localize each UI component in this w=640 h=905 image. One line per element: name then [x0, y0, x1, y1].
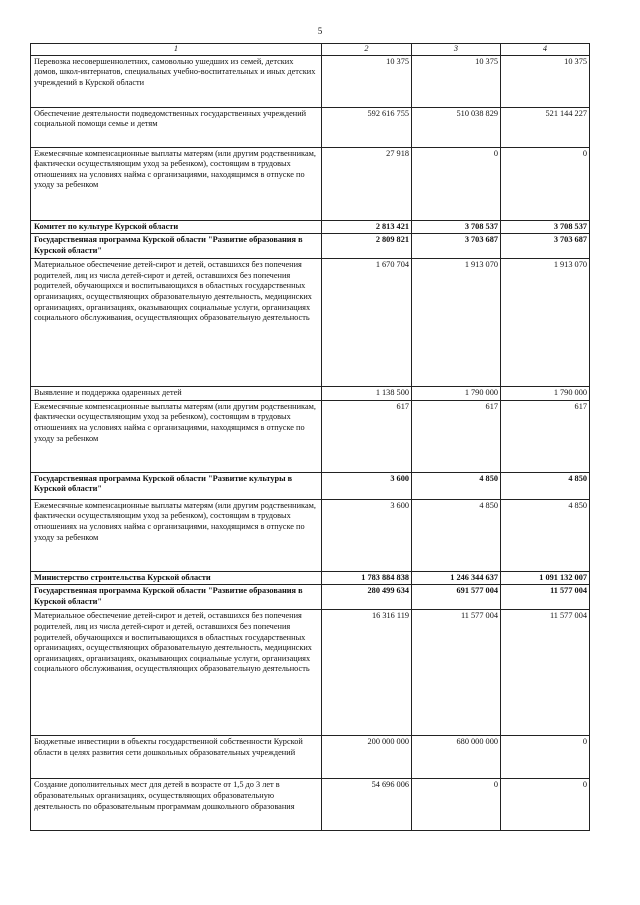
row-name: Государственная программа Курской области "Развитие культуры в Курской области": [31, 472, 322, 499]
value-col-4: 521 144 227: [501, 107, 590, 147]
value-col-4: 4 850: [501, 499, 590, 571]
table-row: [31, 736, 590, 779]
table-row: [31, 147, 590, 220]
value-col-3: 4 850: [412, 499, 501, 571]
value-col-2: 617: [322, 400, 412, 472]
table-row: [31, 585, 590, 610]
value-col-2: 200 000 000: [322, 736, 412, 779]
table-row: [31, 499, 590, 571]
row-name: Перевозка несовершеннолетних, самовольно ушедших из семей, детских домов, школ-интернатов, специальных учебно-воспитательных и иных детских учреждений в Курской области: [31, 55, 322, 107]
row-name: Ежемесячные компенсационные выплаты матерям (или другим родственникам, фактически осуществляющим уход за ребенком), состоящим в трудовых отношениях на условиях найма с организациями, находящимся в отпуске по уходу за ребенком: [31, 400, 322, 472]
table-row: [31, 472, 590, 499]
table-row: [31, 107, 590, 147]
value-col-4: 11 577 004: [501, 585, 590, 610]
value-col-2: 54 696 006: [322, 779, 412, 831]
value-col-4: 617: [501, 400, 590, 472]
table-row: [31, 259, 590, 387]
table-row: [31, 610, 590, 736]
budget-table: [30, 43, 590, 831]
value-col-3: 510 038 829: [412, 107, 501, 147]
row-name: Государственная программа Курской области "Развитие образования в Курской области": [31, 585, 322, 610]
table-row: [31, 779, 590, 831]
column-number: 2: [322, 44, 412, 56]
column-number-row: [31, 44, 590, 56]
value-col-4: 10 375: [501, 55, 590, 107]
value-col-3: 0: [412, 147, 501, 220]
column-number: 4: [501, 44, 590, 56]
value-col-3: 1 913 070: [412, 259, 501, 387]
value-col-2: 2 813 421: [322, 220, 412, 234]
value-col-2: 1 138 500: [322, 387, 412, 401]
value-col-4: 1 913 070: [501, 259, 590, 387]
row-name: Выявление и поддержка одаренных детей: [31, 387, 322, 401]
value-col-4: 3 708 537: [501, 220, 590, 234]
value-col-3: 691 577 004: [412, 585, 501, 610]
value-col-3: 11 577 004: [412, 610, 501, 736]
row-name: Создание дополнительных мест для детей в возрасте от 1,5 до 3 лет в образовательных организациях, осуществляющих образовательную деятельность по образовательным программам дошкольного образования: [31, 779, 322, 831]
value-col-3: 0: [412, 779, 501, 831]
value-col-4: 0: [501, 736, 590, 779]
row-name: Материальное обеспечение детей-сирот и детей, оставшихся без попечения родителей, лиц из числа детей-сирот и детей, оставшихся без попечения родителей, обучающихся и воспитывающихся в областных государственных организациях, осуществляющих образовательную деятельность, медицинских организациях, организациях, оказывающих социальные услуги, организациях социального обслуживания, осуществляющих образовательную деятельность: [31, 259, 322, 387]
value-col-2: 10 375: [322, 55, 412, 107]
row-name: Материальное обеспечение детей-сирот и детей, оставшихся без попечения родителей, лиц из числа детей-сирот и детей, оставшихся без попечения родителей, обучающихся и воспитывающихся в областных государственных организациях, осуществляющих образовательную деятельность, медицинских организациях, организациях, оказывающих социальные услуги, организациях социального обслуживания, осуществляющих образовательную деятельность: [31, 610, 322, 736]
value-col-3: 4 850: [412, 472, 501, 499]
row-name: Бюджетные инвестиции в объекты государственной собственности Курской области в целях развития сети дошкольных образовательных учреждений: [31, 736, 322, 779]
row-name: Комитет по культуре Курской области: [31, 220, 322, 234]
row-name: Государственная программа Курской области "Развитие образования в Курской области": [31, 234, 322, 259]
value-col-3: 3 708 537: [412, 220, 501, 234]
table-row: [31, 400, 590, 472]
value-col-4: 1 091 132 007: [501, 571, 590, 585]
value-col-4: 0: [501, 147, 590, 220]
row-name: Ежемесячные компенсационные выплаты матерям (или другим родственникам, фактически осуществляющим уход за ребенком), состоящим в трудовых отношениях на условиях найма с организациями, находящимся в отпуске по уходу за ребенком: [31, 499, 322, 571]
column-number: 1: [31, 44, 322, 56]
value-col-4: 11 577 004: [501, 610, 590, 736]
value-col-3: 3 703 687: [412, 234, 501, 259]
value-col-4: 0: [501, 779, 590, 831]
row-name: Ежемесячные компенсационные выплаты матерям (или другим родственникам, фактически осуществляющим уход за ребенком), состоящим в трудовых отношениях на условиях найма с организациями, находящимся в отпуске по уходу за ребенком: [31, 147, 322, 220]
table-row: [31, 571, 590, 585]
value-col-3: 1 790 000: [412, 387, 501, 401]
value-col-2: 3 600: [322, 472, 412, 499]
table-row: [31, 55, 590, 107]
row-name: Обеспечение деятельности подведомственных государственных учреждений социальной помощи семье и детям: [31, 107, 322, 147]
value-col-4: 3 703 687: [501, 234, 590, 259]
table-row: [31, 387, 590, 401]
value-col-3: 680 000 000: [412, 736, 501, 779]
row-name: Министерство строительства Курской области: [31, 571, 322, 585]
table-row: [31, 220, 590, 234]
value-col-2: 1 670 704: [322, 259, 412, 387]
value-col-2: 16 316 119: [322, 610, 412, 736]
page-number: 5: [317, 26, 323, 36]
value-col-2: 280 499 634: [322, 585, 412, 610]
value-col-2: 2 809 821: [322, 234, 412, 259]
value-col-4: 1 790 000: [501, 387, 590, 401]
value-col-3: 10 375: [412, 55, 501, 107]
value-col-2: 3 600: [322, 499, 412, 571]
value-col-4: 4 850: [501, 472, 590, 499]
value-col-3: 617: [412, 400, 501, 472]
value-col-2: 27 918: [322, 147, 412, 220]
value-col-3: 1 246 344 637: [412, 571, 501, 585]
value-col-2: 592 616 755: [322, 107, 412, 147]
table-row: [31, 234, 590, 259]
value-col-2: 1 783 884 838: [322, 571, 412, 585]
column-number: 3: [412, 44, 501, 56]
